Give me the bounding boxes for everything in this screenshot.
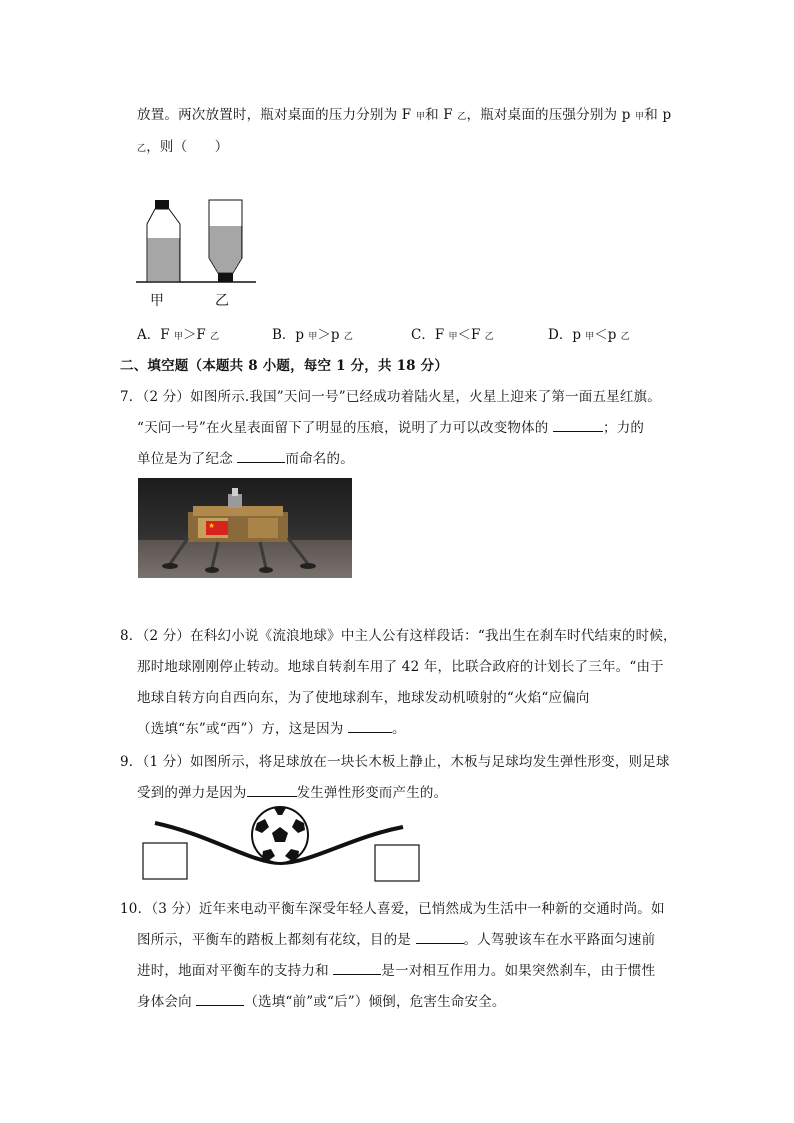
option-c[interactable]: C．F 甲＜F 乙 (411, 327, 494, 343)
q8-blank[interactable] (348, 720, 392, 733)
q10-blank-1[interactable] (416, 931, 464, 944)
bottle-yi (209, 200, 242, 282)
section-heading: 二、填空题（本题共 8 小题，每空 1 分，共 18 分） (120, 358, 449, 374)
q8-line-4: （选填“东”或“西”）方，这是因为 。 (137, 721, 406, 737)
q6-line-2: 乙，则（ ） (137, 139, 229, 155)
q10-line-1: 10．（3 分）近年来电动平衡车深受年轻人喜爱，已悄然成为生活中一种新的交通时尚。如 (120, 901, 665, 917)
bottles-figure (136, 196, 256, 288)
q9-line-2: 受到的弹力是因为 发生弹性形变而产生的。 (137, 785, 448, 801)
q8-line-3: 地球自转方向自西向东，为了使地球刹车，地球发动机喷射的“火焰“应偏向 (137, 690, 590, 706)
q9-line-1: 9．（1 分）如图所示，将足球放在一块长木板上静止，木板与足球均发生弹性形变，则足球 (120, 754, 670, 770)
q10-line-2: 图所示，平衡车的踏板上都刻有花纹，目的是 。人驾驶该车在水平路面匀速前 (137, 932, 656, 948)
q8-line-2: 那时地球刚刚停止转动。地球自转刹车用了 42 年，比联合政府的计划长了三年。“由于 (137, 659, 664, 675)
bottle-jia (147, 200, 180, 282)
label-jia: 甲 (150, 293, 164, 309)
q8-line-1: 8．（2 分）在科幻小说《流浪地球》中主人公有这样段话：“我出生在刹车时代结束的时候， (120, 628, 677, 644)
right-block (375, 845, 419, 881)
option-a[interactable]: A．F 甲＞F 乙 (137, 327, 220, 343)
q7-blank-1[interactable] (553, 419, 603, 432)
left-block (143, 843, 187, 879)
q10-line-4: 身体会向 （选填“前”或“后”）倾倒，危害生命安全。 (137, 994, 506, 1010)
q10-line-3: 进时，地面对平衡车的支持力和 是一对相互作用力。如果突然刹车，由于惯性 (137, 963, 656, 979)
q7-line-3: 单位是为了纪念 而命名的。 (137, 451, 354, 467)
ball-board-figure (141, 805, 423, 885)
q10-blank-2[interactable] (333, 962, 381, 975)
q7-line-2: “天问一号”在火星表面留下了明显的压痕，说明了力可以改变物体的 ；力的 (137, 420, 645, 436)
soccer-ball (252, 807, 308, 863)
q9-blank[interactable] (247, 784, 297, 797)
q6-line-1: 放置。两次放置时，瓶对桌面的压力分别为 F 甲和 F 乙，瓶对桌面的压强分别为 p 甲和 p (137, 107, 672, 123)
q7-blank-2[interactable] (237, 450, 285, 463)
q10-blank-3[interactable] (196, 993, 244, 1006)
label-yi: 乙 (215, 293, 229, 309)
q7-line-1: 7．（2 分）如图所示.我国”天问一号”已经成功着陆火星，火星上迎来了第一面五星红旗。 (120, 389, 661, 405)
option-b[interactable]: B．p 甲＞p 乙 (272, 327, 353, 343)
option-d[interactable]: D．p 甲＜p 乙 (548, 327, 630, 343)
lander-photo (138, 478, 352, 578)
